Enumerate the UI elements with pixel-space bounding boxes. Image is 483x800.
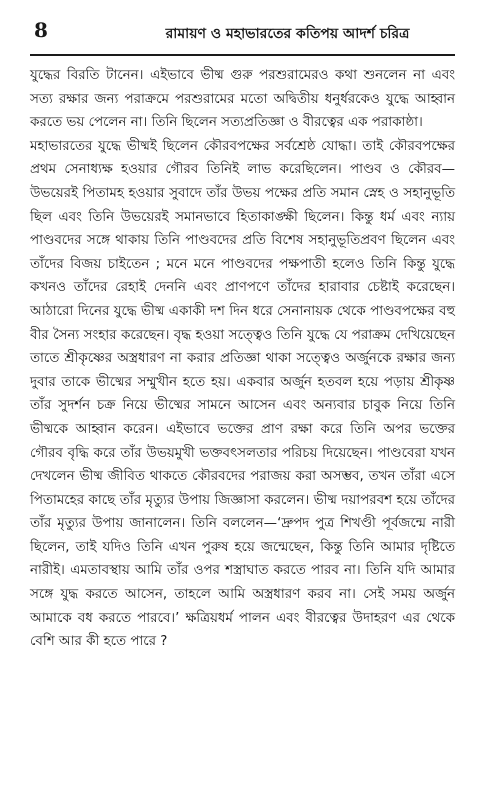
page-header [30,14,455,56]
body-text [30,64,455,654]
paragraph-1: যুদ্ধের বিরতি টানেন। এইভাবে ভীষ্ম গুরু পরশুরামেরও কথা শুনলেন না এবং সত্য রক্ষার জন্য পরাক্রমে পরশুরামের মতো অদ্বিতীয় ধনুর্ধরকেও যুদ্ধে আহ্বান করতে ভয় পেলেন না। তিনি ছিলেন সত্যপ্রতিজ্ঞা ও বীরত্বের এক পরাকাষ্ঠা। [30,68,455,131]
page-number: 8 [34,18,48,42]
running-title: রামায়ণ ও মহাভারতের কতিপয় আদর্শ চরিত্র [165,26,410,42]
paragraph-2: মহাভারতের যুদ্ধে ভীষ্মই ছিলেন কৌরবপক্ষের সর্বশ্রেষ্ঠ যোদ্ধা। তাই কৌরবপক্ষের প্রথম সেনাধ্যক্ষ হওয়ার গৌরব তিনিই লাভ করেছিলেন। পাণ্ডব ও কৌরব—উভয়েরই পিতামহ হওয়ার সুবাদে তাঁর উভয় পক্ষের প্রতি সমান স্নেহ ও সহানুভূতি ছিল এবং তিনি উভয়েরই সমানভাবে হিতাকাঙ্ক্ষী ছিলেন। কিন্তু ধর্ম এবং ন্যায় পাণ্ডবদের সঙ্গে থাকায় তিনি পাণ্ডবদের প্রতি বিশেষ সহানুভূতিপ্রবণ ছিলেন এবং তাঁদের বিজয় চাইতেন ; মনে মনে পাণ্ডবদের পক্ষপাতী হলেও তিনি কিন্তু যুদ্ধে কখনও তাঁদের রেহাই দেননি এবং প্রাণপণে তাঁদের হারাবার চেষ্টাই করেছেন। আঠারো দিনের যুদ্ধে ভীষ্ম একাকী দশ দিন ধরে সেনানায়ক থেকে পাণ্ডবপক্ষের বহু বীর সৈন্য সংহার করেছেন। বৃদ্ধ হওয়া সত্ত্বেও তিনি যুদ্ধে যে পরাক্রম দেখিয়েছেন তাতে শ্রীকৃষ্ণের অস্ত্রধারণ না করার প্রতিজ্ঞা থাকা সত্ত্বেও অর্জুনকে রক্ষার জন্য দুবার তাকে ভীষ্মের সম্মুখীন হতে হয়। একবার অর্জুন হতবল হয়ে পড়ায় শ্রীকৃষ্ণ তাঁর সুদর্শন চক্র নিয়ে ভীষ্মের সামনে আসেন এবং অন্যবার চাবুক নিয়ে তিনি ভীষ্মকে আহ্বান করেন। এইভাবে ভক্তের প্রাণ রক্ষা করে তিনি অপর ভক্তের গৌরব বৃদ্ধি করে তাঁর উভয়মুখী ভক্তবৎসলতার পরিচয় দিয়েছেন। পাণ্ডবেরা যখন দেখলেন ভীষ্ম জীবিত থাকতে কৌরবদের পরাজয় করা অসম্ভব, তখন তাঁরা এসে পিতামহের কাছে তাঁর মৃত্যুর উপায় জিজ্ঞাসা করলেন। ভীষ্ম দয়াপরবশ হয়ে তাঁদের তাঁর মৃত্যুর উপায় জানালেন। তিনি বললেন—‘দ্রুপদ পুত্র শিখণ্ডী পূর্বজন্মে নারী ছিলেন, তাই যদিও তিনি এখন পুরুষ হয়ে জন্মেছেন, কিন্তু তিনি আমার দৃষ্টিতে নারীই। এমতাবস্থায় আমি তাঁর ওপর শস্ত্রাঘাত করতে পারব না। তিনি যদি আমার সঙ্গে যুদ্ধ করতে আসেন, তাহলে আমি অস্ত্রধারণ করব না। সেই সময় অর্জুন আমাকে বধ করতে পারবে।’ ক্ষত্রিয়ধর্ম পালন এবং বীরত্বের উদাহরণ এর থেকে বেশি আর কী হতে পারে ? [30,138,455,650]
